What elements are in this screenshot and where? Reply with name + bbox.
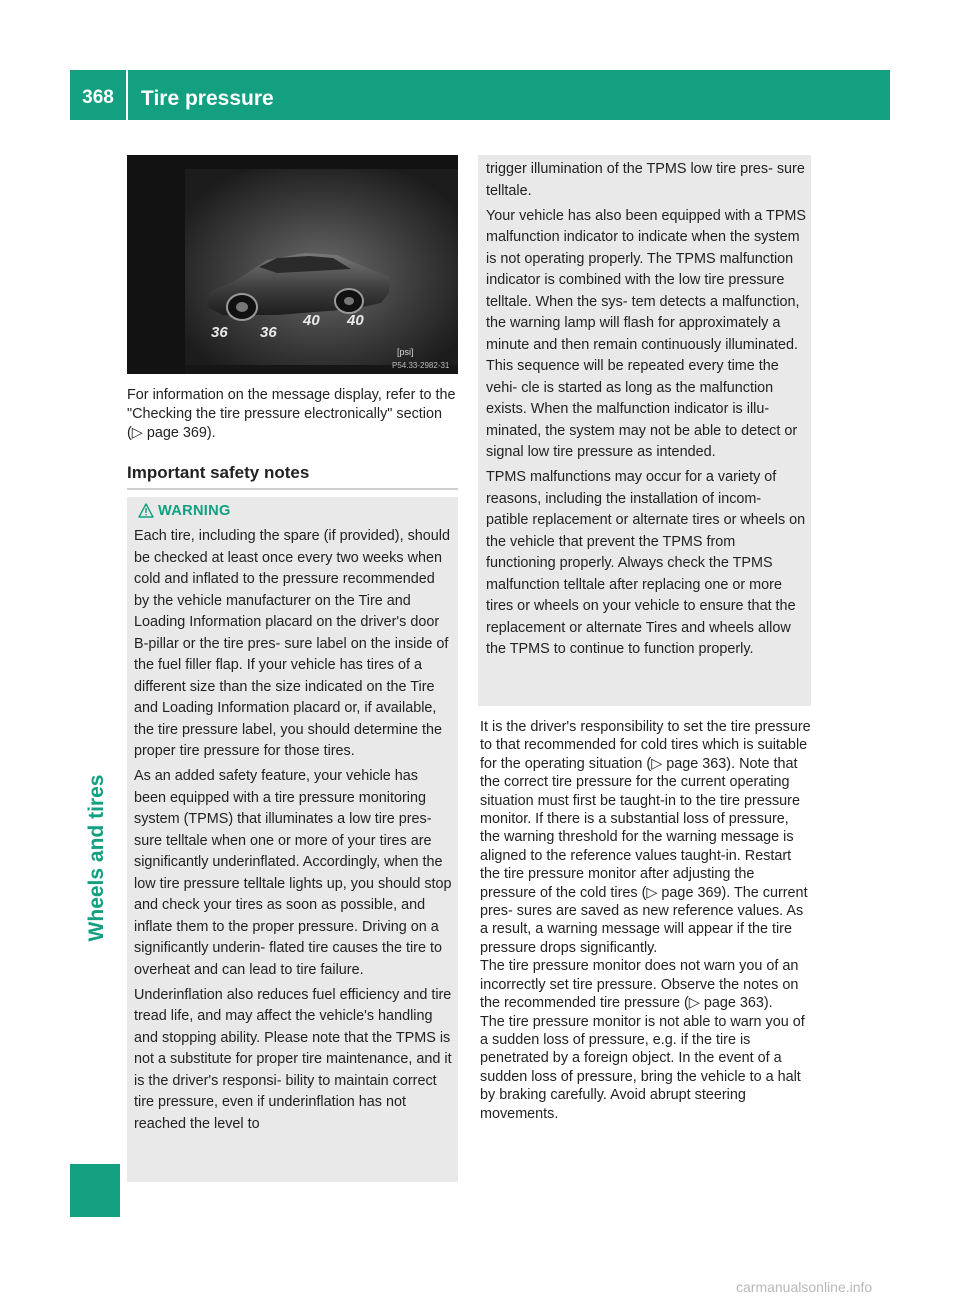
warning-text-continued [486, 159, 806, 664]
warning-paragraph: Your vehicle has also been equipped with a TPMS malfunction indicator to indicate when the system is not operating properly. The TPMS malfunction indicator is combined with the low tire pressure telltale. When the sys- tem detects a malfunction, the warning lamp will flash for approximately a minute and then remain continuously illuminated. This sequence will be repeated every time the vehi- cle is started as long as the malfunction exists. When the malfunction indicator is illu- minated, the system may not be able to detect or signal low tire pressure as intended. [486, 207, 807, 460]
pressure-unit: [psi] [397, 347, 414, 357]
side-chapter-label: Wheels and tires [85, 774, 108, 942]
warning-paragraph: trigger illumination of the TPMS low tire pres- sure telltale. [486, 161, 805, 199]
tire-pressure-display-figure [127, 155, 458, 374]
pressure-front-left: 36 [211, 324, 228, 341]
body-paragraph: The tire pressure monitor does not warn you of an incorrectly set tire pressure. Observe the notes on the recommended tire pressure (▷ page 363). [480, 958, 799, 1012]
pressure-rear-right: 40 [347, 312, 364, 329]
warning-paragraph: Each tire, including the spare (if provided), should be checked at least once every two weeks when cold and inflated to the pressure recommended by the vehicle manufacturer on the Tire and Loading Information placard on the driver's door B-pillar or the tire pres- sure label on the inside of the fuel filler flap. If your vehicle has tires of a different size than the size indicated on the Tire and Loading Information placard or, if available, the tire pressure label, you should determine the proper tire pressure for those tires. [134, 528, 450, 759]
page-number: 368 [82, 87, 114, 108]
display-illustration [127, 155, 458, 374]
pressure-front-right: 40 [303, 312, 320, 329]
figure-code: P54.33-2982-31 [392, 361, 450, 370]
figure-caption: For information on the message display, refer to the "Checking the tire pressure electronically" section (▷ page 369). [127, 387, 456, 441]
subheading-safety-notes: Important safety notes [127, 463, 310, 482]
warning-paragraph: As an added safety feature, your vehicle has been equipped with a tire pressure monitoring system (TPMS) that illuminates a low tire pres- sure telltale when one or more of your tires are significantly underinflated. Accordingly, when the low tire pressure telltale lights up, you should stop and check your tires as soon as possible, and inflate them to the proper pressure. Driving on a significantly underin- flated tire causes the tire to overheat and can lead to tire failure. [134, 768, 452, 978]
side-tab-marker [70, 1164, 120, 1217]
watermark: carmanualsonline.info [736, 1279, 873, 1295]
warning-text [134, 526, 452, 1139]
pressure-rear-left: 36 [260, 324, 277, 341]
warning-paragraph: Underinflation also reduces fuel efficiency and tire tread life, and may affect the vehicle's handling and stopping ability. Please note that the TPMS is not a substitute for proper tire maintenance, and it is the driver's responsi- bility to maintain correct tire pressure, even if underinflation has not reached the level to [134, 986, 452, 1132]
warning-label: WARNING [158, 503, 231, 519]
section-title: Tire pressure [141, 87, 274, 110]
warning-paragraph: TPMS malfunctions may occur for a variety of reasons, including the installation of incom- patible replacement or alternate tires or wheels on the vehicle that prevent the TPMS from functioning properly. Always check the TPMS malfunction telltale after replacing one or more tires or wheels on your vehicle to ensure that the replacement or alternate Tires and wheels allow the TPMS to continue to function properly. [486, 469, 806, 657]
subheading-rule [127, 488, 458, 490]
side-strip [70, 122, 120, 1217]
header-divider [126, 70, 128, 120]
warning-triangle-icon [138, 503, 154, 518]
body-paragraph: The tire pressure monitor is not able to warn you of a sudden loss of pressure, e.g. if the tire is penetrated by a foreign object. In the event of a sudden loss of pressure, bring the vehicle to a halt by braking carefully. Avoid abrupt steering movements. [480, 1013, 805, 1122]
body-paragraph: It is the driver's responsibility to set the tire pressure to that recommended for cold tires which is suitable for the operating situation (▷ page 363). Note that the correct tire pressure for the current operating situation must first be taught-in to the tire pressure monitor. If there is a substantial loss of pressure, the warning threshold for the warning message is aligned to the reference values taught-in. Restart the tire pressure monitor after adjusting the pressure of the cold tires (▷ page 369). The current pres- sures are saved as new reference values. As a result, a warning message will appear if the tire pressure drops significantly. [480, 719, 811, 956]
body-text [480, 718, 812, 1123]
